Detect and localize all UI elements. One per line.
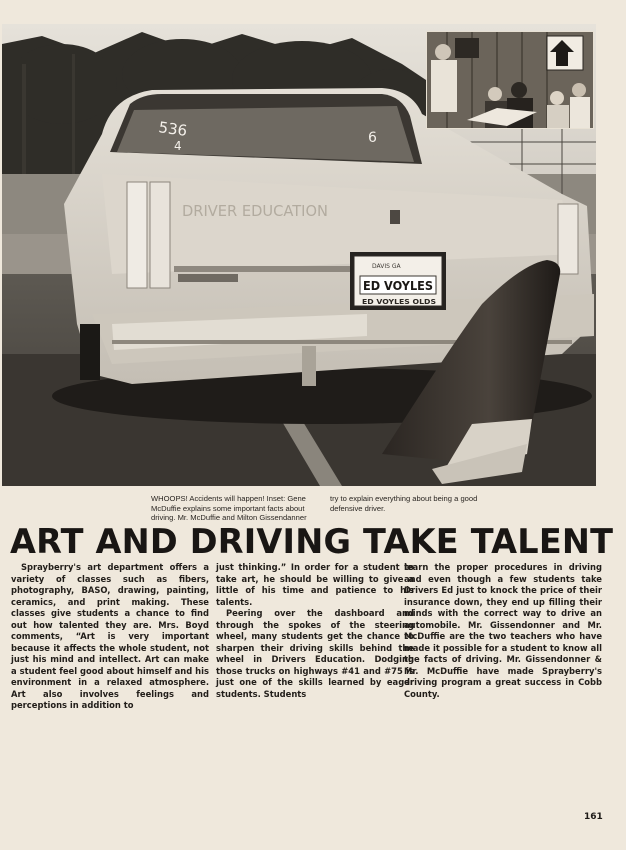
body-column-1 xyxy=(11,562,209,712)
paragraph: Peering over the dashboard and through the spokes of the steering wheel, many students get the chance to sharpen their driving skills behind the wheel in Drivers Education. Dodging those trucks on highways #41 and #75 is just one of the skills learned by eager students. Students xyxy=(216,608,414,699)
paragraph: Sprayberry's art department offers a variety of classes such as fibers, photography, BASO, drawing, painting, ceramics, and print making. These classes give students a chance to find out how talented they are. Mrs. Boyd comments, “Art is very important because it affects the whole student, not just his mind and intellect. Art can make a student feel good about himself and his environment in a relaxed atmosphere. Art also involves feelings and perceptions in addition to xyxy=(11,562,209,710)
paragraph: just thinking.” In order for a student to take art, he should be willing to give a little of his time and patience to his talents. xyxy=(216,562,414,607)
plate-frame-text: ED VOYLES OLDS xyxy=(362,298,436,306)
body-column-2 xyxy=(216,562,414,700)
paragraph: learn the proper procedures in driving and even though a few students take Drivers Ed just to knock the price of their insurance down, they end up filling their minds with the correct way to drive an automobile. Mr. Gissendonner and Mr. McDuffie are the two teachers who have made it possible for a student to know all the facts of driving. Mr. Gissendonner & Mr. McDuffie have made Sprayberry's driving program a great success in Cobb County. xyxy=(404,562,602,699)
article-headline: ART AND DRIVING TAKE TALENT xyxy=(10,522,614,561)
windshield-mark-6: 6 xyxy=(368,130,377,146)
photo-caption-left: WHOOPS! Accidents will happen! Inset: Gene McDuffie explains some important facts about driving. Mr. McDuffie and Milton Gissendanner xyxy=(151,494,307,523)
inset-photo-instructor xyxy=(426,31,594,129)
windshield-mark-536: 536 xyxy=(157,118,189,140)
plate-main-text: ED VOYLES xyxy=(363,279,433,293)
photo-caption-right: try to explain everything about being a good defensive driver. xyxy=(330,494,478,513)
body-column-3 xyxy=(404,562,602,700)
trunk-lettering: DRIVER EDUCATION xyxy=(182,202,328,220)
windshield-mark-4: 4 xyxy=(174,139,182,153)
plate-top-text: DAVIS GA xyxy=(372,263,401,270)
page-number: 161 xyxy=(584,812,603,822)
